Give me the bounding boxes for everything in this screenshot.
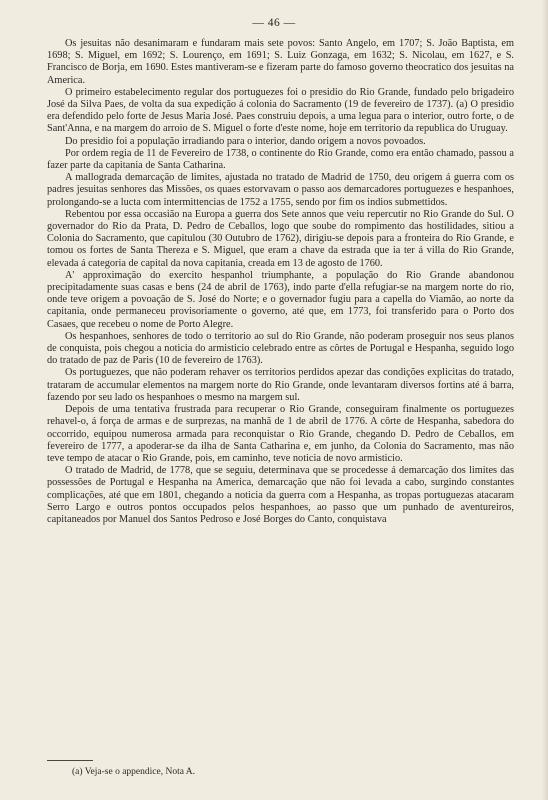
paragraph-madrid-treaty-1778: O tratado de Madrid, de 1778, que se seguiu, determinava que se procedesse á demarcação dos limites das possessões de Portugal e Hespanha na America, demarcação que não foi levada a cabo, surgindo constantes complicações, até que em 1801, chegando a noticia da guerra com a Hespanha, as tropas portuguezas atacaram Serro Largo e outros pontos occupados pelos hespanhoes, ao passo que um punhado de aventureiros, capitaneados por Manuel dos Santos Pedroso e José Borges do Canto, conquistava	[47, 465, 514, 525]
paragraph-recapture-1776: Depois de uma tentativa frustrada para recuperar o Rio Grande, conseguiram finalmente os portuguezes rehavel-o, á força de armas e de surprezas, na manhã de 1 de abril de 1776. A côrte de Hespanha, sabedora do occorrido, equipou numerosa armada para reconquistar o Rio Grande, chegando D. Pedro de Ceballos, em fevereiro de 1777, a apoderar-se da ilha de Santa Catharina e, em junho, da Colonia do Sacramento, mas não teve tempo de atacar o Rio Grande, pois, em caminho, teve noticia de novo armisticio.	[47, 404, 514, 464]
paragraph-madrid-treaty-1750: A mallograda demarcação de limites, ajustada no tratado de Madrid de 1750, deu origem á guerra com os padres jesuitas senhores das Missões, os quaes estorvavam o passo aos demarcadores portuguezes e hespanhoes, prolongando-se a lucta com intermittencias de 1752 a 1755, sendo por fim os indios submettidos.	[47, 172, 514, 208]
page-number: — 46 —	[252, 17, 296, 29]
page-edge-shadow	[542, 0, 548, 800]
body-text	[47, 38, 514, 526]
paragraph-royal-order-1738: Por ordem regia de 11 de Fevereiro de 1738, o continente do Rio Grande, como era então chamado, passou a fazer parte da capitania de Santa Catharina.	[47, 147, 514, 172]
paragraph-armistice: Os hespanhoes, senhores de todo o territorio ao sul do Rio Grande, não poderam proseguir nos seus planos de conquista, pois chegou a noticia do armisticio celebrado entre as côrtes de Portugal e Hespanha, seguido logo do tratado de paz de Paris (10 de fevereiro de 1763).	[47, 330, 514, 367]
paragraph-seven-years-war: Rebentou por essa occasião na Europa a guerra dos Sete annos que veiu repercutir no Rio Grande do Sul. O governador do Rio da Prata, D. Pedro de Ceballos, logo que soube do rompimento das hostilidades, sitiou a Colonia do Sacramento, que capitulou (30 Outubro de 1762), dirigiu-se depois para a fronteira do Rio Grande, e tomou os fortes de Santa Thereza e S. Miguel, que eram a chave da estrada que ia ter á villa do Rio Grande, elevada á categoria de capital da nova capitania, creada em 13 de agosto de 1760.	[47, 208, 514, 269]
paragraph-rio-grande-presidio: O primeiro estabelecimento regular dos portuguezes foi o presidio do Rio Grande, fundado pelo brigadeiro José da Silva Paes, de volta da sua expedição á colonia do Sacramento (19 de fevereiro de 1737). (a) O presidio era defendido pelo forte de Jesus Maria José. Paes construiu depois, a uma legua para o interior, outro forte, o de Sant'Anna, e na margem do arroio de S. Miguel o forte d'este nome, hoje em territorio da republica do Uruguay.	[47, 86, 514, 135]
paragraph-portuguese-fortins: Os portuguezes, que não poderam rehaver os territorios perdidos apezar das condições explicitas do tratado, trataram de accumular elementos na margem norte do Rio Grande, onde levantaram diversos fortins até á barra, fazendo por seu lado os hespanhoes o mesmo na margem sul.	[47, 367, 514, 403]
paragraph-population-spread: Do presidio foi a população irradiando para o interior, dando origem a novos povoados.	[65, 135, 426, 147]
paragraph-jesuit-villages: Os jesuitas não desanimaram e fundaram mais sete povos: Santo Angelo, em 1707; S. João Baptista, em 1698; S. Miguel, em 1692; S. Lourenço, em 1691; S. Luiz Gonzaga, em 1632; S. Nicolau, em 1627, e S. Francisco de Borja, em 1690. Estes mantiveram-se e fizeram parte do famoso governo theocratico dos jesuitas na America.	[47, 38, 514, 86]
footnote: (a) Veja-se o appendice, Nota A.	[72, 767, 196, 777]
footnote-divider	[47, 760, 93, 761]
paragraph-spanish-advance: A' approximação do exercito hespanhol triumphante, a população do Rio Grande abandonou precipitadamente suas casas e bens (24 de abril de 1763), indo parte d'ella refugiar-se na margem norte do rio, onde teve origem a povoação de S. José do Norte; e o governador fugiu para a capella do Viamão, ao norte da capitania, onde permaneceu provisoriamente o governo, até que, em 1773, foi transferido para o Porto dos Casaes, que recebeu o nome de Porto Alegre.	[47, 269, 514, 330]
